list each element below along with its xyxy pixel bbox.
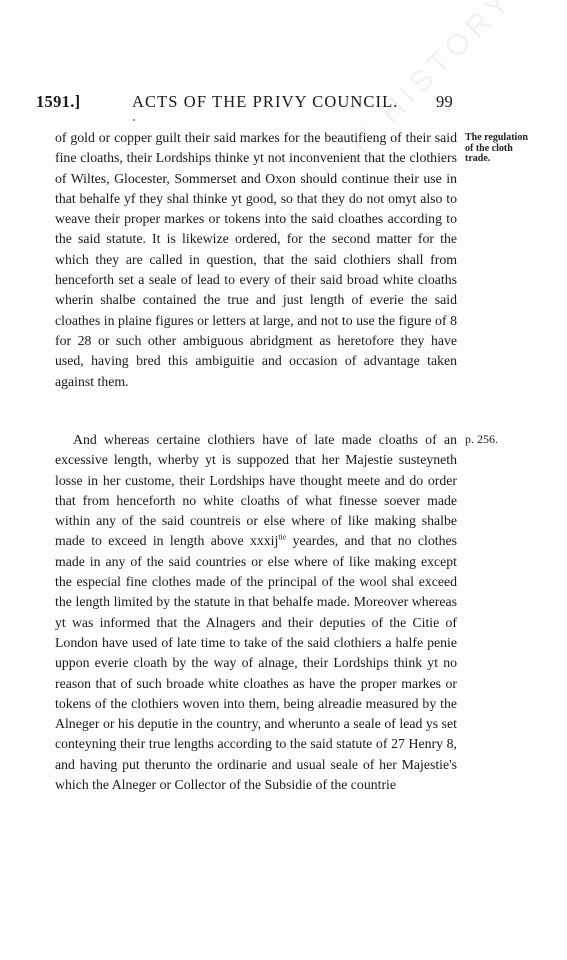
paragraph-1: of gold or copper guilt their said markes for the beautifieng of their said fine cloaths, their Lordships thinke yt not inconvenient that the clothiers of Wiltes, Glocester, Sommerset and Oxon should continue their use in that behalfe yf they shal thinke yt good, so that they do not omyt also to weave their proper markes or tokens into the said cloathes according to the said statute. It is likewize ordered, for the second matter for the which they are called in question, that the said clothiers shall from henceforth set a seale of lead to every of their said broad white cloaths wherin shalbe contained the true and just length of everie the said cloathes in plaine figures or letters at large, and not to use the figure of 8 for 28 or such other ambiguous abridgment as heretofore they have used, having bred this ambiguitie and occasion of advantage taken against them.: [55, 130, 457, 389]
paragraph-2-superscript: tie: [278, 532, 287, 542]
margin-note-regulation: The regulation of the cloth trade.: [465, 132, 528, 164]
header-title: ACTS OF THE PRIVY COUNCIL.: [132, 92, 399, 111]
margin-note-page-ref: p. 256.: [465, 432, 498, 446]
header-year: 1591.]: [36, 92, 81, 111]
page-number: 99: [436, 92, 454, 111]
running-header: [36, 92, 456, 116]
header-dot-mark: [133, 119, 135, 121]
paragraph-2: [55, 430, 457, 795]
paragraph-2-part-2: yeardes, and that no clothes made in any of the said countries or else where of like making except the especial fine clothes made of the principal of the wool shal exceed the length limited by the statute in that behalfe made. Moreover whereas yt was informed that the Alnagers and their deputies of the Citie of London have used of late time to take of the said clothiers a halfe penie uppon everie cloath by the way of alnage, their Lordships think yt no reason that of such broade white cloathes as have the proper markes or tokens of the clothiers woven into them, being alreadie measured by the Alneger or his deputie in the country, and wherunto a seale of lead ys set conteyning their true lengths according to the said statute of 27 Henry 8, and having put therunto the ordinarie and usual seale of her Majestie's which the Alneger or Collector of the Subsidie of the countrie: [55, 533, 457, 793]
paragraph-2-part-1: And whereas certaine clothiers have of late made cloaths of an excessive length, wherby yt is suppozed that her Majestie susteyneth losse in her custome, their Lordships have thought meete and do order that from henceforth no white cloaths of what finesse soever made within any of the said countreis or else where of like making shalbe made to exceed in length above xxxij: [55, 432, 457, 549]
